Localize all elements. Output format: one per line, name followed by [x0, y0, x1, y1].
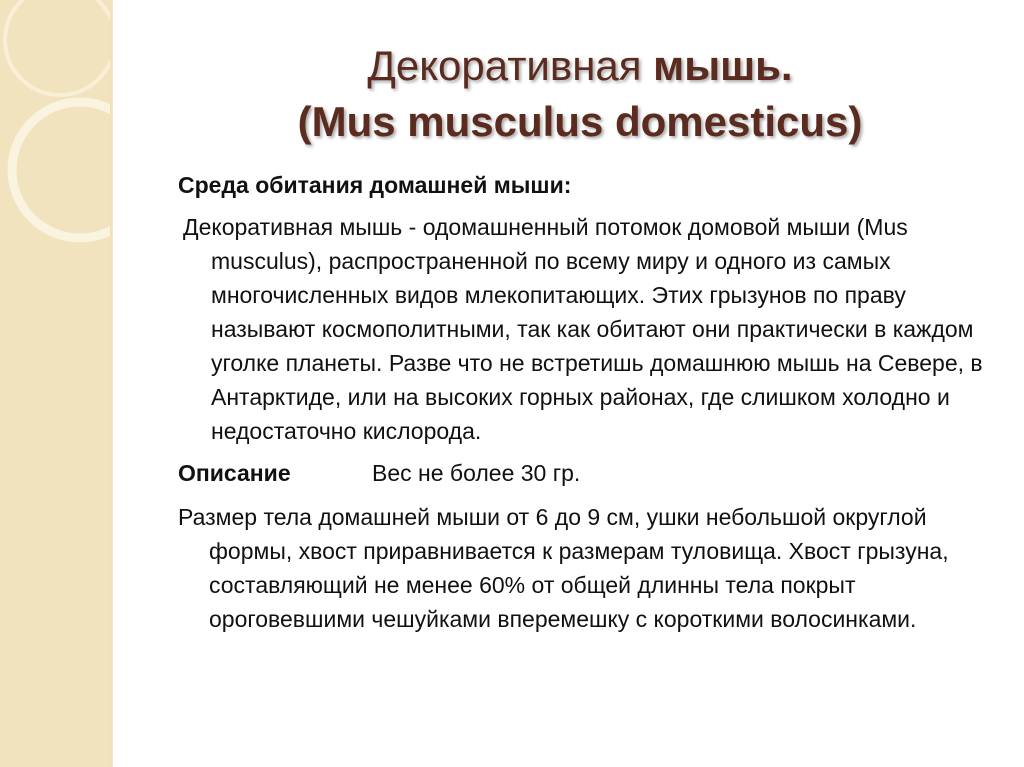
- weight-text: Вес не более 30 гр.: [372, 460, 581, 486]
- slide-title: [180, 38, 980, 150]
- side-panel-edge: [110, 0, 113, 767]
- habitat-text: Декоративная мышь - одомашненный потомок домовой мыши (Mus musculus), распространенной по всему миру и одного из самых многочисленных видов млекопитающих. Этих грызунов по праву называют космополитными, так как обитают они практически в каждом уголке планеты. Разве что не встретишь домашнюю мышь на Севере, в Антарктиде, или на высоких горных районах, где слишком холодно и недостаточно кислорода.: [183, 214, 983, 444]
- description-label: Описание: [178, 460, 291, 486]
- slide-content: [178, 168, 998, 646]
- title-part-2: мышь.: [653, 42, 793, 89]
- habitat-heading: Среда обитания домашней мыши:: [178, 172, 572, 198]
- title-part-1: Декоративная: [367, 42, 654, 89]
- description-row: [178, 456, 998, 490]
- description-text: Размер тела домашней мыши от 6 до 9 см, ушки небольшой округлой формы, хвост приравнивается к размерам туловища. Хвост грызуна, составляющий не менее 60% от общей длинны тела покрыт ороговевшими чешуйками вперемешку с короткими волосинками.: [178, 504, 949, 632]
- title-latin-name: (Mus musculus domesticus): [297, 98, 863, 145]
- decorative-side-panel: [0, 0, 113, 767]
- decorative-circles: [0, 0, 113, 767]
